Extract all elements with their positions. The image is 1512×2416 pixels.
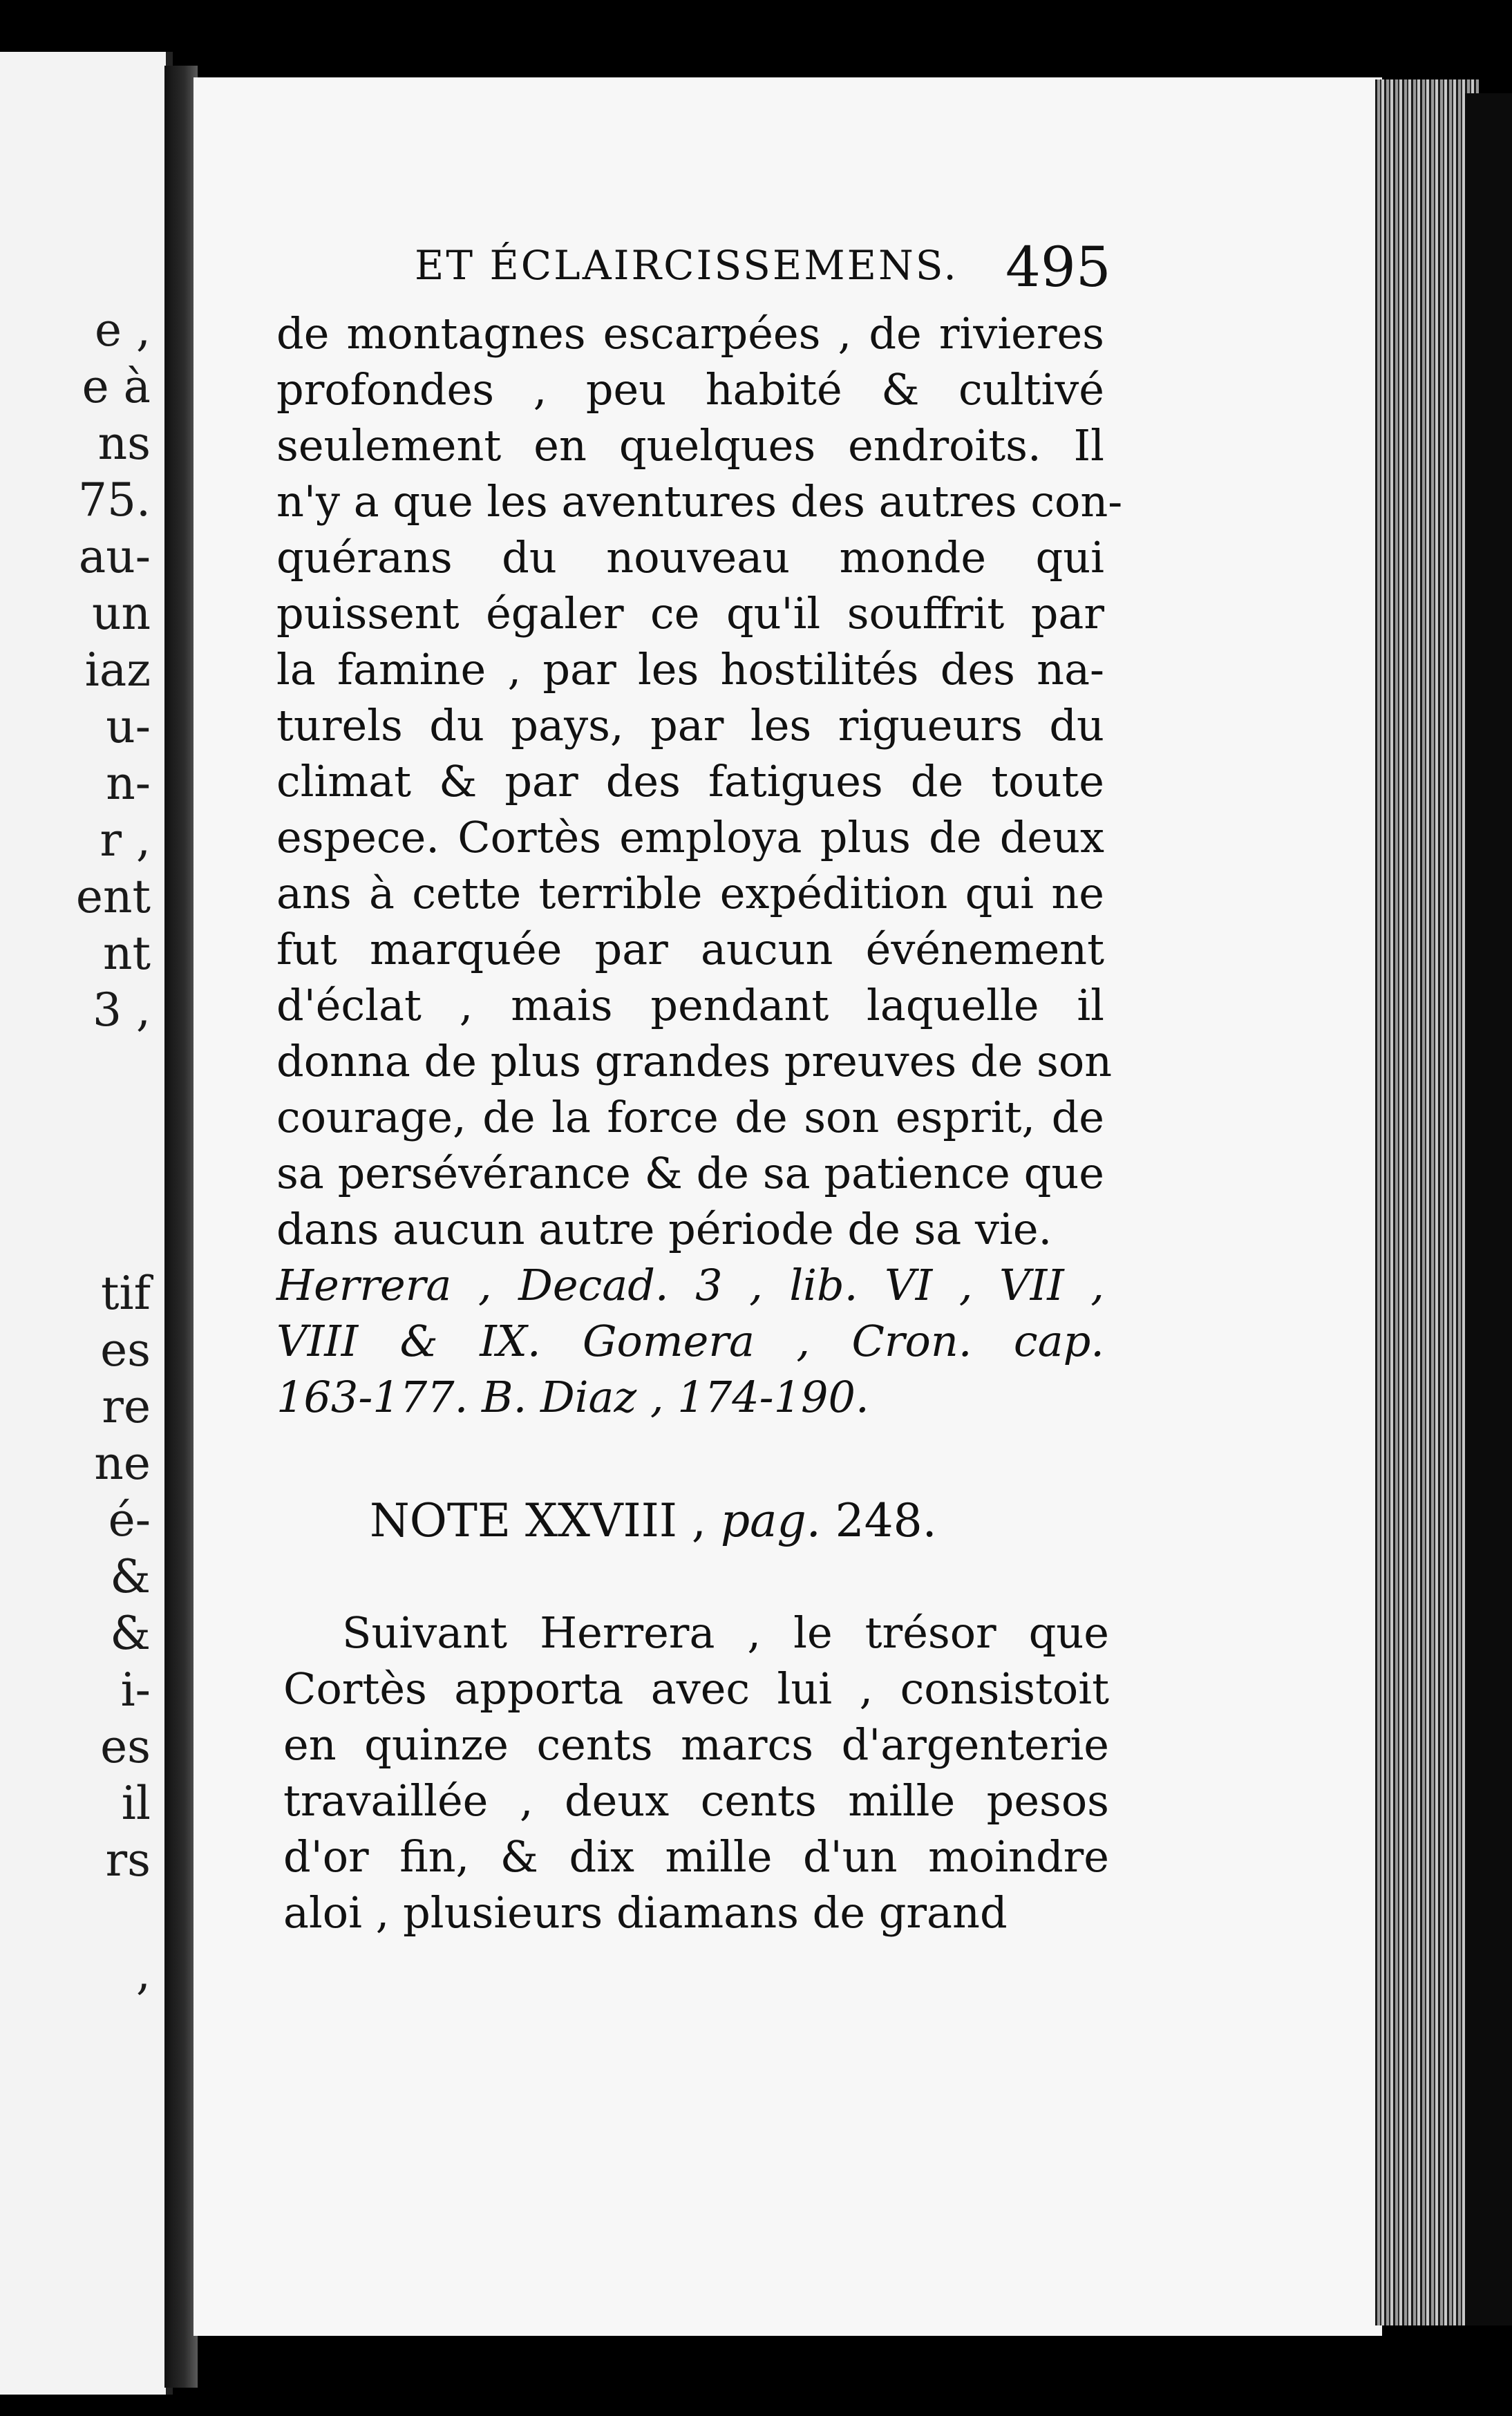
book-gutter <box>164 66 198 2388</box>
paragraph-1-line: d'éclat , mais pendant laquelle il <box>276 980 1104 1030</box>
left-page-fragment-line: iaz <box>84 643 151 697</box>
left-page-fragment-line: au- <box>78 530 151 583</box>
left-page-fragment-line: n- <box>106 757 151 810</box>
note-heading-number: 248. <box>835 1494 937 1547</box>
left-page-fragment-line: e , <box>94 303 151 357</box>
paragraph-1-line: climat & par des fatigues de toute <box>276 756 1104 806</box>
left-page-fragment-line: 3 , <box>93 983 151 1037</box>
note-heading-label: NOTE XXVIII , <box>370 1494 706 1547</box>
paragraph-1-line: n'y a que les aventures des autres con- <box>276 476 1123 527</box>
left-page-fragment-line: re <box>102 1380 151 1433</box>
citation <box>276 1257 1104 1425</box>
page-number: 495 <box>1005 235 1111 299</box>
paragraph-1-line: courage, de la force de son esprit, de <box>276 1092 1104 1142</box>
left-page-fragment-line: 75. <box>78 473 151 527</box>
left-page-fragment-line: il <box>121 1777 151 1830</box>
paragraph-1-line: donna de plus grandes preuves de son <box>276 1036 1113 1086</box>
paragraph-1-line: de montagnes escarpées , de rivieres <box>276 308 1104 359</box>
paragraph-1-line: puissent égaler ce qu'il souffrit par <box>276 588 1104 639</box>
left-page-fragment-line: tif <box>100 1267 151 1320</box>
paragraph-2 <box>283 1605 1109 1941</box>
paragraph-1-line: dans aucun autre période de sa vie. <box>276 1204 1052 1254</box>
paragraph-1-line: sa persévérance & de sa patience que <box>276 1148 1104 1198</box>
left-page-fragment-line: & <box>110 1607 151 1660</box>
left-page-fragment-line: r , <box>100 813 151 867</box>
citation-line: VIII & IX. Gomera , Cron. cap. <box>276 1316 1104 1366</box>
paragraph-2-line: travaillée , deux cents mille pesos <box>283 1775 1109 1826</box>
left-page-fragment-line: un <box>91 587 151 640</box>
citation-line: 163-177. B. Diaz , 174-190. <box>276 1372 869 1422</box>
paragraph-2-line: d'or fin, & dix mille d'un moindre <box>283 1831 1109 1882</box>
main-text-block <box>276 305 1123 1425</box>
paragraph-1-line: la famine , par les hostilités des na- <box>276 644 1104 695</box>
note-heading-pag: pag. <box>720 1494 821 1547</box>
paragraph-1-line: turels du pays, par les rigueurs du <box>276 700 1104 751</box>
paragraph-1 <box>276 305 1123 1257</box>
paragraph-2-line: Suivant Herrera , le trésor que <box>342 1607 1109 1658</box>
left-page-fragment-line: , <box>136 1947 151 2000</box>
paragraph-1-line: seulement en quelques endroits. Il <box>276 420 1104 471</box>
left-page-fragment-line: u- <box>106 700 151 753</box>
citation-line: Herrera , Decad. 3 , lib. VI , VII , <box>276 1260 1104 1310</box>
paragraph-1-line: espece. Cortès employa plus de deux <box>276 812 1104 862</box>
left-page-fragment-line: nt <box>102 927 151 980</box>
paragraph-1-line: fut marquée par aucun événement <box>276 924 1104 974</box>
paragraph-1-line: quérans du nouveau monde qui <box>276 532 1104 583</box>
left-page-fragment-line: ns <box>97 417 151 470</box>
left-page-fragment-line: rs <box>105 1833 151 1887</box>
left-page-fragment-line: es <box>100 1323 151 1377</box>
left-page-fragment-line: ent <box>75 870 151 923</box>
paragraph-2-line: en quinze cents marcs d'argenterie <box>283 1719 1109 1770</box>
left-page-fragment-line: é- <box>108 1493 151 1547</box>
left-page-fragment-line: & <box>110 1550 151 1603</box>
left-page-fragment-line: ne <box>94 1437 151 1490</box>
left-page-fragment-line: es <box>100 1720 151 1773</box>
left-page-fragment-line: i- <box>120 1663 151 1717</box>
paragraph-2-line: aloi , plusieurs diamans de grand <box>283 1887 1008 1938</box>
running-head: ET ÉCLAIRCISSEMENS. <box>415 242 958 289</box>
paragraph-1-line: ans à cette terrible expédition qui ne <box>276 868 1104 918</box>
page-edges-shadow <box>1465 93 1512 2325</box>
paragraph-1-line: profondes , peu habité & cultivé <box>276 364 1104 415</box>
left-facing-page <box>0 52 173 2395</box>
note-text-block <box>283 1605 1109 1941</box>
note-heading <box>370 1494 937 1547</box>
paragraph-2-line: Cortès apporta avec lui , consistoit <box>283 1663 1109 1714</box>
left-page-fragment-line: e à <box>82 360 151 413</box>
page-edges <box>1375 79 1479 2325</box>
